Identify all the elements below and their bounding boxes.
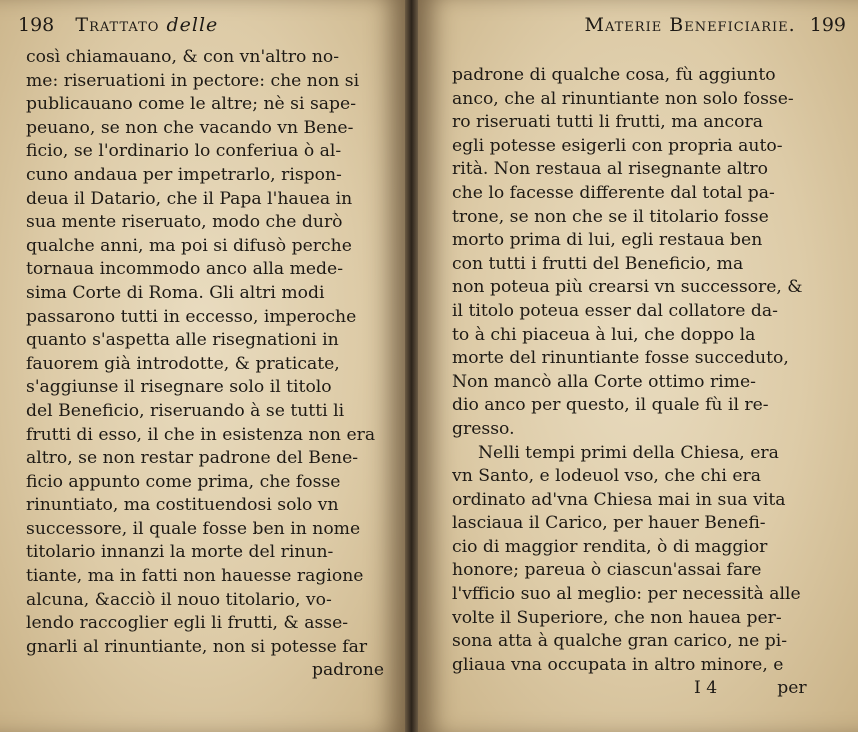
text-line: il titolo poteua esser dal collatore da- [452, 300, 778, 321]
text-line: del Beneficio, riseruando à se tutti li [26, 400, 345, 421]
text-line: honore; pareua ò ciascun'assai fare [452, 560, 762, 581]
right-page [418, 0, 858, 732]
left-catchword: padrone [311, 660, 384, 681]
book-gutter [405, 0, 418, 732]
text-line: me: riseruationi in pectore: che non si [26, 70, 360, 91]
left-page [0, 0, 405, 732]
text-line: ordinato ad'vna Chiesa mai in sua vita [452, 489, 786, 510]
text-line: s'aggiunse il risegnare solo il titolo [26, 377, 332, 398]
text-line: qualche anni, ma poi si difusò perche [26, 235, 352, 256]
left-page-number: 198 [18, 14, 55, 36]
text-line: ficio, se l'ordinario lo conferiua ò al- [26, 141, 342, 162]
text-line: volte il Superiore, che non hauea per- [452, 607, 782, 628]
text-line: tornaua incommodo anco alla mede- [26, 259, 344, 280]
text-line: sua mente riseruato, modo che durò [26, 212, 343, 233]
text-line: sona atta à qualche gran carico, ne pi- [452, 631, 788, 652]
left-running-head-italic: delle [166, 14, 219, 36]
text-line: con tutti i frutti del Beneficio, ma [452, 253, 744, 274]
text-line: cio di maggior rendita, ò di maggior [452, 536, 768, 557]
text-line: gnarli al rinuntiante, non si potesse far [26, 636, 368, 657]
text-line: altro, se non restar padrone del Bene- [26, 448, 359, 469]
text-line: non poteua più crearsi vn successore, & [452, 277, 803, 298]
text-line: lasciaua il Carico, per hauer Benefi- [452, 513, 766, 534]
text-line: titolario innanzi la morte del rinun- [26, 542, 334, 563]
text-line: padrone di qualche cosa, fù aggiunto [452, 65, 776, 85]
text-line: morte del rinuntiante fosse succeduto, [452, 348, 789, 369]
text-line: che lo facesse differente dal total pa- [452, 182, 775, 203]
text-line: successore, il quale fosse ben in nome [26, 518, 361, 539]
text-line: deua il Datario, che il Papa l'hauea in [26, 188, 353, 209]
text-line: gliaua vna occupata in altro minore, e [452, 654, 784, 675]
text-line: dio anco per questo, il quale fù il re- [452, 395, 769, 416]
text-line: alcuna, &acciò il nouo titolario, vo- [26, 589, 332, 610]
text-line: ro riseruati tutti li frutti, ma ancora [452, 112, 763, 133]
text-line: l'vfficio suo al meglio: per necessità alle [452, 584, 801, 605]
right-catchword: per [777, 678, 807, 698]
text-line: cuno andaua per impetrarlo, rispon- [26, 164, 342, 185]
text-line: vn Santo, e lodeuol vso, che chi era [452, 466, 761, 487]
right-page-number: 199 [809, 14, 846, 36]
signature-mark: I 4 [694, 678, 718, 698]
text-line: publicauano come le altre; nè si sape- [26, 94, 357, 115]
left-running-head-title: Trattato [75, 14, 160, 36]
right-body-text [452, 64, 824, 677]
left-body-text [26, 46, 388, 683]
text-line: morto prima di lui, egli restaua ben [452, 230, 763, 251]
right-running-head-title: Materie Beneficiarie. [584, 14, 796, 36]
text-line: rinuntiato, ma costituendosi solo vn [26, 495, 339, 516]
text-line: fauorem già introdotte, & praticate, [26, 353, 340, 374]
right-running-head [448, 14, 846, 42]
text-line: egli potesse esigerli con propria auto- [452, 135, 783, 156]
text-line: Non mancò alla Corte ottimo rime- [452, 371, 756, 392]
text-line: trone, se non che se il titolario fosse [452, 206, 769, 227]
text-line: rità. Non restaua al risegnante altro [452, 159, 768, 180]
text-line: to à chi piaceua à lui, che doppo la [452, 324, 756, 345]
left-running-head [18, 14, 388, 42]
right-page-footer [694, 678, 807, 698]
text-line: frutti di esso, il che in esistenza non era [26, 424, 376, 445]
text-line: tiante, ma in fatti non hauesse ragione [26, 566, 364, 587]
text-line: peuano, se non che vacando vn Bene- [26, 117, 354, 138]
text-line: gresso. [452, 418, 515, 439]
text-line: sima Corte di Roma. Gli altri modi [26, 282, 325, 303]
text-line: quanto s'aspetta alle risegnationi in [26, 330, 339, 351]
text-line: così chiamauano, & con vn'altro no- [26, 47, 340, 67]
text-line: passarono tutti in eccesso, imperoche [26, 306, 357, 327]
text-line: anco, che al rinuntiante non solo fosse- [452, 88, 794, 109]
text-line: lendo raccoglier egli li frutti, & asse- [26, 613, 349, 634]
text-line: ficio appunto come prima, che fosse [26, 471, 341, 492]
text-line: Nelli tempi primi della Chiesa, era [478, 442, 779, 463]
